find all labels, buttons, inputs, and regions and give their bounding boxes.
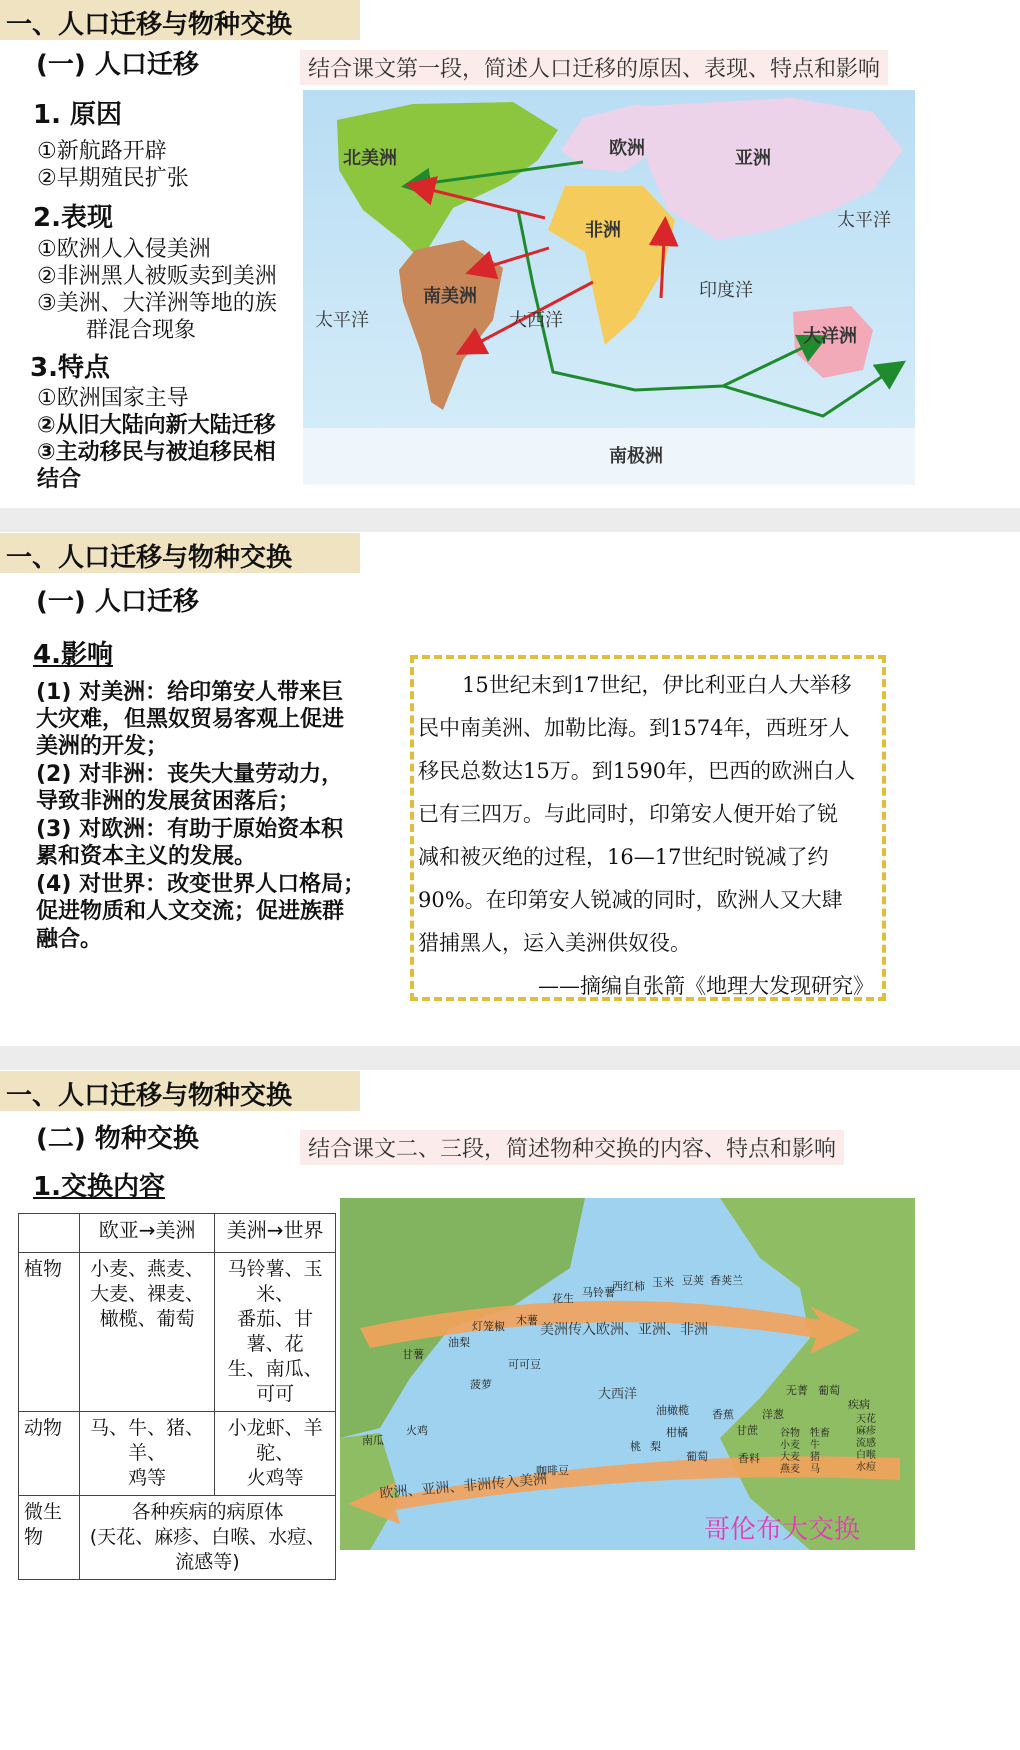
- feature-item: ②从旧大陆向新大陆迁移: [37, 413, 276, 438]
- label-atlantic: 大西洋: [509, 310, 563, 331]
- section-title-banner: [0, 533, 360, 573]
- old-world-item: 天花: [856, 1414, 876, 1425]
- table-cell: [215, 1412, 336, 1496]
- panel-separator: [0, 508, 1020, 532]
- task-prompt: 结合课文二、三段，简述物种交换的内容、特点和影响: [300, 1130, 844, 1165]
- cell-line: 小龙虾、羊驼、: [227, 1417, 323, 1464]
- label-pacific-west: 太平洋: [315, 310, 369, 331]
- exchange-table: [18, 1213, 336, 1580]
- impact-line: (3) 对欧洲：有助于原始资本积: [36, 817, 344, 842]
- section-title-banner: [0, 1071, 360, 1111]
- old-world-item: 香蕉: [712, 1408, 734, 1421]
- table-cell: [80, 1412, 215, 1496]
- cell-line: 各种疾病的病原体: [131, 1501, 284, 1523]
- quote-text: [418, 664, 880, 1008]
- crop-label: 木薯: [516, 1314, 538, 1327]
- old-world-item: 马: [810, 1464, 820, 1475]
- subheading-migration: (一) 人口迁移: [36, 50, 199, 80]
- crop-label: 菠萝: [470, 1378, 492, 1391]
- table-row-animals: [19, 1412, 336, 1496]
- manifestation-item: ②非洲黑人被贩卖到美洲: [37, 264, 277, 289]
- old-world-item: 白喉: [856, 1450, 876, 1461]
- impact-line: (1) 对美洲：给印第安人带来巨: [36, 680, 344, 705]
- row-label: 动物: [19, 1412, 80, 1496]
- manifestations-heading: 2.表现: [33, 203, 113, 233]
- crop-label: 花生: [552, 1292, 574, 1305]
- impact-line: 导致非洲的发展贫困落后；: [36, 789, 301, 814]
- manifestation-item: ③美洲、大洋洲等地的族: [37, 291, 277, 316]
- quote-line: 15世纪末到17世纪，伊比利亚白人大举移: [462, 673, 852, 697]
- old-world-item: 洋葱: [762, 1408, 784, 1421]
- label-pacific-east: 太平洋: [837, 210, 891, 231]
- row-label-line: 微生: [24, 1501, 63, 1523]
- upper-arrow-label: 美洲传入欧洲、亚洲、非洲: [540, 1322, 708, 1338]
- label-asia: 亚洲: [735, 148, 771, 169]
- impact-line: (4) 对世界：改变世界人口格局；: [36, 872, 366, 897]
- crop-label: 香荚兰: [710, 1274, 743, 1287]
- quote-line: 猎捕黑人，运入美洲供奴役。: [418, 931, 691, 955]
- crop-label: 可可豆: [508, 1358, 541, 1371]
- label-antarctica: 南极洲: [609, 446, 663, 467]
- label-oceania: 大洋洲: [803, 326, 857, 347]
- cell-line: 流感等): [175, 1551, 240, 1573]
- cell-line: 橄榄、葡萄: [99, 1308, 195, 1330]
- feature-item-cont: 结合: [37, 467, 82, 492]
- impact-line: (2) 对非洲：丧失大量劳动力，: [36, 762, 344, 787]
- cause-item: ①新航路开辟: [37, 139, 167, 164]
- label-africa: 非洲: [585, 220, 621, 241]
- cell-line: 番茄、甘薯、花: [237, 1308, 314, 1355]
- cell-line: 大麦、裸麦、: [90, 1283, 205, 1305]
- crop-label: 南瓜: [362, 1434, 384, 1447]
- cell-line: 火鸡等: [246, 1467, 304, 1489]
- content-heading: 1.交换内容: [33, 1172, 165, 1202]
- subheading-species-exchange: (二) 物种交换: [36, 1124, 199, 1154]
- manifestation-item: ①欧洲人入侵美洲: [37, 237, 211, 262]
- label-south-america: 南美洲: [423, 286, 477, 307]
- section-title: 一、人口迁移与物种交换: [6, 543, 293, 573]
- old-world-item: 柑橘: [666, 1426, 688, 1439]
- label-europe: 欧洲: [609, 138, 645, 159]
- quote-line: 90%。在印第安人锐减的同时，欧洲人又大肆: [418, 888, 843, 912]
- old-world-item: 麻疹: [856, 1426, 876, 1437]
- table-row-microbes: [19, 1496, 336, 1580]
- old-world-item: 牛: [810, 1440, 820, 1451]
- causes-heading: 1. 原因: [33, 100, 123, 130]
- cell-line: 鸡等: [128, 1467, 167, 1489]
- impact-heading: 4.影响: [33, 640, 113, 670]
- column-header: 欧亚→美洲: [80, 1214, 215, 1253]
- ocean-label: 大西洋: [598, 1387, 638, 1402]
- label-north-america: 北美洲: [343, 148, 397, 169]
- section-title: 一、人口迁移与物种交换: [6, 1081, 293, 1111]
- cell-line: 生、南瓜、可可: [227, 1358, 323, 1405]
- crop-label: 火鸡: [406, 1424, 428, 1437]
- old-world-item: 甘蔗: [736, 1424, 758, 1437]
- old-world-item: 猪: [810, 1452, 820, 1463]
- column-header: 美洲→世界: [215, 1214, 336, 1253]
- row-label: [19, 1496, 80, 1580]
- feature-item: ①欧洲国家主导: [37, 386, 189, 411]
- columbian-exchange-map: [340, 1198, 915, 1550]
- quote-source: ——摘编自张箭《地理大发现研究》: [538, 974, 874, 998]
- manifestation-item-cont: 群混合现象: [86, 318, 197, 343]
- cell-line: (天花、麻疹、白喉、水痘、: [89, 1526, 326, 1548]
- table-corner-cell: [19, 1214, 80, 1253]
- cause-item: ②早期殖民扩张: [37, 166, 189, 191]
- table-cell: [215, 1253, 336, 1412]
- old-world-item: 燕麦: [780, 1464, 800, 1475]
- impact-line: 大灾难，但黑奴贸易客观上促进: [36, 707, 345, 732]
- table-row-plants: [19, 1253, 336, 1412]
- old-world-item: 无菁: [786, 1384, 808, 1397]
- table-cell: [80, 1496, 336, 1580]
- crop-label: 玉米: [652, 1276, 674, 1289]
- quote-line: 减和被灭绝的过程，16—17世纪时锐减了约: [418, 845, 829, 869]
- old-world-item: 小麦: [780, 1440, 800, 1451]
- feature-item: ③主动移民与被迫移民相: [37, 440, 276, 465]
- old-world-item: 咖啡豆: [536, 1464, 569, 1477]
- old-world-item: 牲畜: [810, 1428, 830, 1439]
- cell-line: 马、牛、猪、羊、: [90, 1417, 205, 1464]
- old-world-item: 葡萄: [686, 1450, 708, 1463]
- crop-label: 油梨: [448, 1336, 470, 1349]
- table-cell: [80, 1253, 215, 1412]
- crop-label: 灯笼椒: [472, 1320, 505, 1333]
- old-world-item: 谷物: [780, 1428, 800, 1439]
- old-world-item: 桃: [630, 1440, 641, 1453]
- quote-line: 移民总数达15万。到1590年，巴西的欧洲白人: [418, 759, 856, 783]
- impact-line: 累和资本主义的发展。: [36, 844, 257, 869]
- panel-separator: [0, 1046, 1020, 1070]
- old-world-item: 香料: [738, 1452, 760, 1465]
- old-world-item: 油橄榄: [656, 1404, 689, 1417]
- row-label: 植物: [19, 1253, 80, 1412]
- old-world-item: 疾病: [848, 1398, 870, 1411]
- map-caption: 哥伦布大交换: [704, 1515, 861, 1545]
- row-label-line: 物: [24, 1526, 44, 1548]
- table-header-row: [19, 1214, 336, 1253]
- features-heading: 3.特点: [30, 353, 110, 383]
- section-title-banner: [0, 0, 360, 40]
- lower-arrow-label: 欧洲、亚洲、非洲传入美洲: [378, 1471, 548, 1502]
- migration-world-map: [303, 90, 915, 485]
- impact-line: 促进物质和人文交流；促进族群: [36, 899, 345, 924]
- quote-line: 民中南美洲、加勒比海。到1574年，西班牙人: [418, 716, 850, 740]
- old-world-item: 水痘: [856, 1462, 876, 1473]
- label-indian-ocean: 印度洋: [699, 280, 753, 301]
- crop-label: 豆荚: [682, 1274, 704, 1287]
- old-world-item: 大麦: [780, 1452, 800, 1463]
- task-prompt: 结合课文第一段，简述人口迁移的原因、表现、特点和影响: [300, 50, 888, 85]
- crop-label: 甘薯: [402, 1348, 424, 1361]
- impact-line: 融合。: [36, 927, 103, 952]
- crop-label: 西红柿: [612, 1280, 645, 1293]
- crop-label: 马铃薯: [582, 1286, 615, 1299]
- old-world-item: 梨: [650, 1440, 661, 1453]
- quote-line: 已有三四万。与此同时，印第安人便开始了锐: [418, 802, 838, 826]
- cell-line: 小麦、燕麦、: [90, 1258, 205, 1280]
- cell-line: 马铃薯、玉米、: [227, 1258, 323, 1305]
- section-title: 一、人口迁移与物种交换: [6, 10, 293, 40]
- old-world-item: 葡萄: [818, 1384, 840, 1397]
- impact-line: 美洲的开发；: [36, 734, 169, 759]
- old-world-item: 流感: [856, 1438, 876, 1449]
- subheading-migration: (一) 人口迁移: [36, 587, 199, 617]
